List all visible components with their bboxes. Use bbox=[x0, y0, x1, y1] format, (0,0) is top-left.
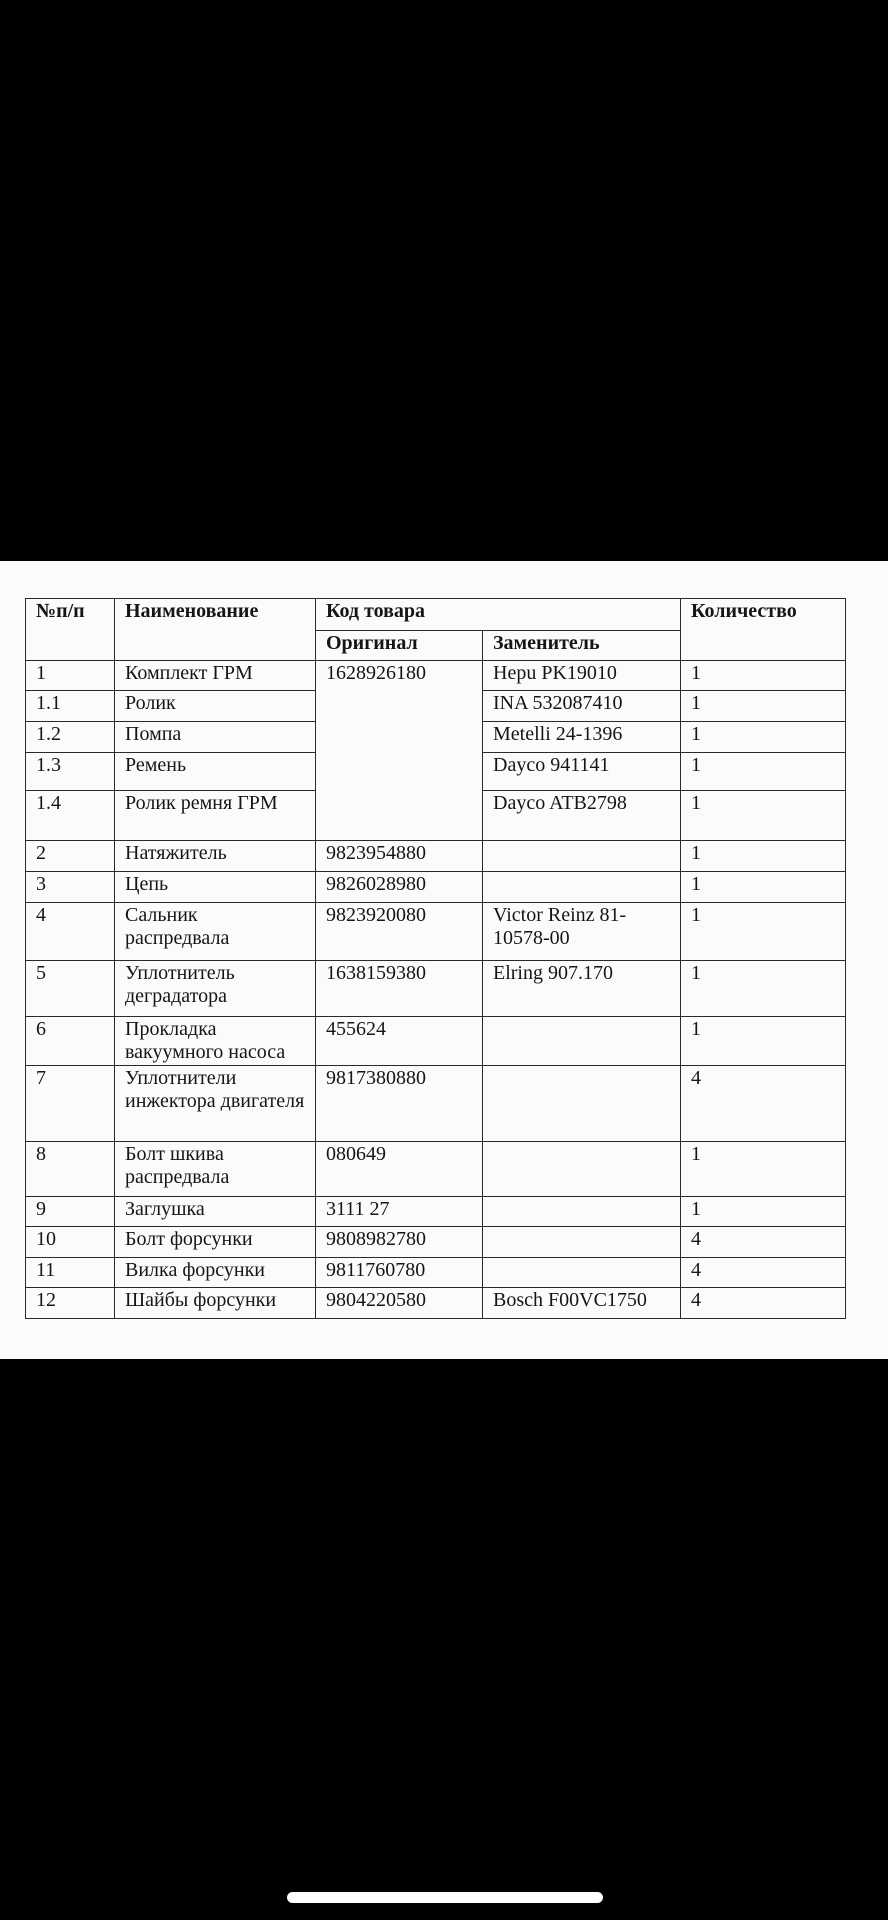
row-original: 9804220580 bbox=[316, 1288, 483, 1319]
row-num: 1.4 bbox=[26, 791, 115, 841]
row-num: 1.3 bbox=[26, 753, 115, 791]
row-num: 2 bbox=[26, 841, 115, 872]
header-name: Наименование bbox=[115, 599, 316, 661]
row-original: 080649 bbox=[316, 1142, 483, 1197]
row-name: Вилка форсунки bbox=[115, 1258, 316, 1288]
table-row bbox=[26, 1288, 846, 1319]
table-row bbox=[26, 872, 846, 903]
table-row bbox=[26, 961, 846, 1017]
row-substitute: Hepu PK19010 bbox=[483, 661, 681, 691]
row-qty: 1 bbox=[681, 903, 846, 961]
row-substitute: Elring 907.170 bbox=[483, 961, 681, 1017]
row-substitute bbox=[483, 1066, 681, 1142]
table-row bbox=[26, 1142, 846, 1197]
row-substitute: Victor Reinz 81-10578-00 bbox=[483, 903, 681, 961]
table-row bbox=[26, 661, 846, 691]
row-qty: 1 bbox=[681, 753, 846, 791]
row-name: Комплект ГРМ bbox=[115, 661, 316, 691]
row-num: 5 bbox=[26, 961, 115, 1017]
row-num: 4 bbox=[26, 903, 115, 961]
parts-table bbox=[25, 598, 846, 1319]
row-name: Болт шкива распредвала bbox=[115, 1142, 316, 1197]
table-row bbox=[26, 1066, 846, 1142]
row-substitute bbox=[483, 872, 681, 903]
row-qty: 1 bbox=[681, 1017, 846, 1066]
table-row bbox=[26, 841, 846, 872]
row-qty: 1 bbox=[681, 722, 846, 753]
row-num: 1 bbox=[26, 661, 115, 691]
row-qty: 4 bbox=[681, 1227, 846, 1258]
row-num: 10 bbox=[26, 1227, 115, 1258]
row-qty: 1 bbox=[681, 872, 846, 903]
row-qty: 1 bbox=[681, 691, 846, 722]
row-substitute bbox=[483, 1142, 681, 1197]
row-name: Ремень bbox=[115, 753, 316, 791]
row-name: Прокладка вакуумного насоса bbox=[115, 1017, 316, 1066]
row-num: 1.2 bbox=[26, 722, 115, 753]
row-num: 1.1 bbox=[26, 691, 115, 722]
row-qty: 4 bbox=[681, 1288, 846, 1319]
row-original: 3111 27 bbox=[316, 1197, 483, 1227]
header-qty: Количество bbox=[681, 599, 846, 661]
header-row bbox=[26, 599, 846, 631]
row-name: Уплотнители инжектора двигателя bbox=[115, 1066, 316, 1142]
table-row bbox=[26, 1017, 846, 1066]
row-num: 9 bbox=[26, 1197, 115, 1227]
row-name: Цепь bbox=[115, 872, 316, 903]
row-name: Натяжитель bbox=[115, 841, 316, 872]
row-name: Уплотнитель деградатора bbox=[115, 961, 316, 1017]
row-name: Заглушка bbox=[115, 1197, 316, 1227]
row-num: 8 bbox=[26, 1142, 115, 1197]
row-substitute bbox=[483, 841, 681, 872]
table-row bbox=[26, 1258, 846, 1288]
row-qty: 1 bbox=[681, 1197, 846, 1227]
row-original: 9817380880 bbox=[316, 1066, 483, 1142]
row-qty: 1 bbox=[681, 841, 846, 872]
row-qty: 1 bbox=[681, 661, 846, 691]
row-original: 9823954880 bbox=[316, 841, 483, 872]
document-page bbox=[0, 561, 888, 1359]
row-substitute bbox=[483, 1227, 681, 1258]
row-name: Болт форсунки bbox=[115, 1227, 316, 1258]
row-original: 1638159380 bbox=[316, 961, 483, 1017]
row-substitute: INA 532087410 bbox=[483, 691, 681, 722]
row-substitute: Bosch F00VC1750 bbox=[483, 1288, 681, 1319]
row-substitute bbox=[483, 1197, 681, 1227]
row-original: 9811760780 bbox=[316, 1258, 483, 1288]
header-num: №п/п bbox=[26, 599, 115, 661]
row-name: Ролик bbox=[115, 691, 316, 722]
row-name: Помпа bbox=[115, 722, 316, 753]
row-substitute: Metelli 24-1396 bbox=[483, 722, 681, 753]
row-original: 9808982780 bbox=[316, 1227, 483, 1258]
row-qty: 1 bbox=[681, 961, 846, 1017]
table-row bbox=[26, 1227, 846, 1258]
row-qty: 1 bbox=[681, 791, 846, 841]
row-original: 9823920080 bbox=[316, 903, 483, 961]
row-qty: 4 bbox=[681, 1066, 846, 1142]
row-qty: 4 bbox=[681, 1258, 846, 1288]
row-qty: 1 bbox=[681, 1142, 846, 1197]
table-row bbox=[26, 1197, 846, 1227]
home-indicator[interactable] bbox=[287, 1892, 603, 1903]
row-original: 9826028980 bbox=[316, 872, 483, 903]
row-original: 455624 bbox=[316, 1017, 483, 1066]
group-original-code: 1628926180 bbox=[316, 661, 483, 841]
row-num: 6 bbox=[26, 1017, 115, 1066]
row-substitute bbox=[483, 1258, 681, 1288]
row-name: Шайбы форсунки bbox=[115, 1288, 316, 1319]
row-num: 3 bbox=[26, 872, 115, 903]
header-original: Оригинал bbox=[316, 631, 483, 661]
header-substitute: Заменитель bbox=[483, 631, 681, 661]
row-substitute: Dayco 941141 bbox=[483, 753, 681, 791]
row-num: 7 bbox=[26, 1066, 115, 1142]
row-substitute bbox=[483, 1017, 681, 1066]
header-code: Код товара bbox=[316, 599, 681, 631]
row-name: Ролик ремня ГРМ bbox=[115, 791, 316, 841]
table-row bbox=[26, 903, 846, 961]
row-name: Сальник распредвала bbox=[115, 903, 316, 961]
row-substitute: Dayco ATB2798 bbox=[483, 791, 681, 841]
row-num: 12 bbox=[26, 1288, 115, 1319]
row-num: 11 bbox=[26, 1258, 115, 1288]
